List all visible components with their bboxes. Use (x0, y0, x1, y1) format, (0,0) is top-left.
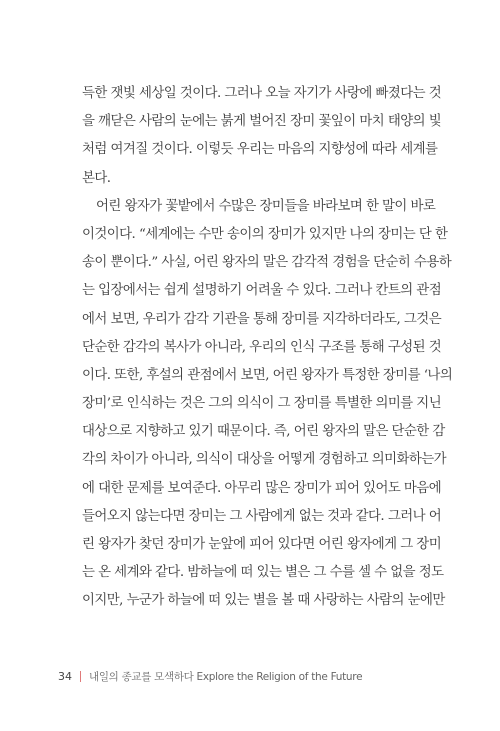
text-line: 처럼 여겨질 것이다. 이렇듯 우리는 마음의 지향성에 따라 세계를 (82, 142, 438, 158)
page-number: 34 (58, 669, 72, 683)
footer-divider (80, 671, 81, 682)
text-line: 이다. 또한, 후설의 관점에서 보면, 어린 왕자가 특정한 장미를 ‘나의 (82, 367, 453, 383)
text-line: 본다. (82, 170, 111, 186)
text-line: 송이 뿐이다.” 사실, 어린 왕자의 말은 감각적 경험을 단순히 수용하 (82, 255, 452, 271)
running-title: 내일의 종교를 모색하다 Explore the Religion of the Future (89, 670, 363, 683)
text-line: 에서 보면, 우리가 감각 기관을 통해 장미를 지각하더라도, 그것은 (82, 311, 442, 327)
text-line: 이지만, 누군가 하늘에 떠 있는 별을 볼 때 사랑하는 사람의 눈에만 (82, 593, 445, 609)
text-line: 을 깨닫은 사람의 눈에는 붉게 벌어진 장미 꽃잎이 마치 태양의 빛 (82, 114, 442, 130)
text-line: 단순한 감각의 복사가 아니라, 우리의 인식 구조를 통해 구성된 것 (82, 339, 442, 355)
text-line: 들어오지 않는다면 장미는 그 사람에게 없는 것과 같다. 그러나 어 (82, 508, 442, 524)
text-line: 에 대한 문제를 보여준다. 아무리 많은 장미가 피어 있어도 마음에 (82, 480, 442, 496)
text-line: 대상으로 지향하고 있기 때문이다. 즉, 어린 왕자의 말은 단순한 감 (82, 424, 445, 440)
page-footer (58, 668, 362, 684)
paragraph-2 (82, 193, 453, 616)
text-line: 득한 잿빛 세상일 것이다. 그러나 오늘 자기가 사랑에 빠졌다는 것 (82, 86, 442, 101)
text-line: 는 입장에서는 쉽게 설명하기 어려울 수 있다. 그러나 칸트의 관점 (82, 283, 442, 299)
text-line: 린 왕자가 찾던 장미가 눈앞에 피어 있다면 어린 왕자에게 그 장미 (82, 537, 442, 552)
text-line: 장미’로 인식하는 것은 그의 의식이 그 장미를 특별한 의미를 지닌 (82, 396, 442, 412)
text-line: 이것이다. “세계에는 수만 송이의 장미가 있지만 나의 장미는 단 한 (82, 226, 448, 242)
body-text (82, 80, 453, 616)
text-line: 각의 차이가 아니라, 의식이 대상을 어떻게 경험하고 의미화하는가 (82, 452, 447, 468)
paragraph-1 (82, 80, 442, 193)
text-line: 어린 왕자가 꽃밭에서 수많은 장미들을 바라보며 한 말이 바로 (96, 198, 436, 214)
text-line: 는 온 세계와 같다. 밤하늘에 떠 있는 별은 그 수를 셀 수 없을 정도 (82, 565, 444, 581)
